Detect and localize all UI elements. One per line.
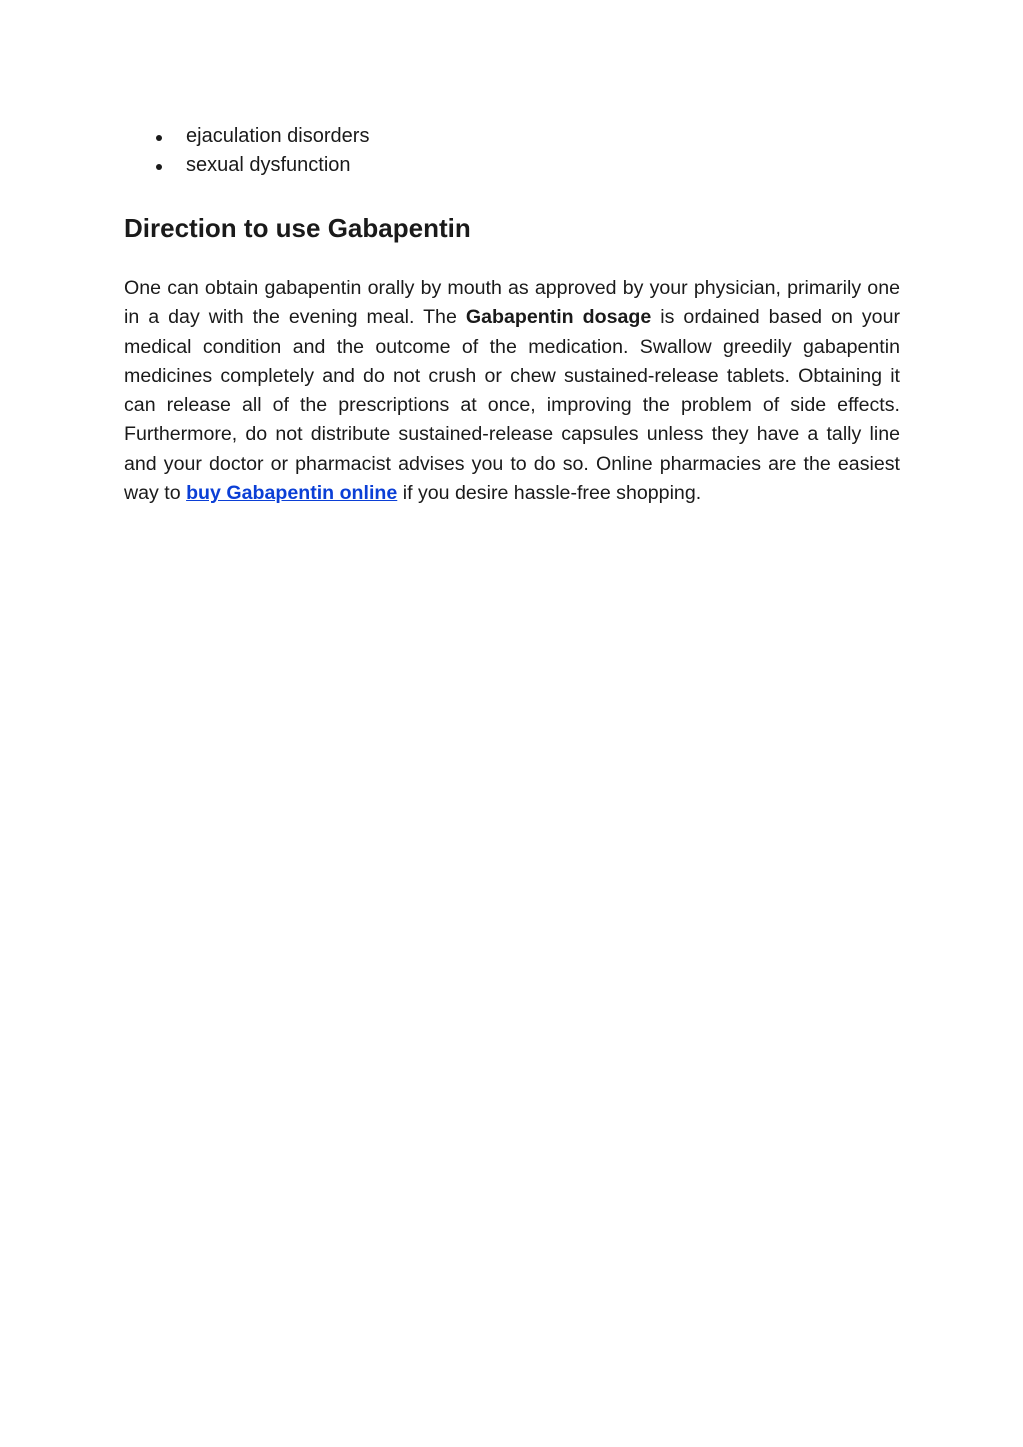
bullet-list	[124, 122, 900, 180]
list-item	[124, 122, 900, 151]
section-heading: Direction to use Gabapentin	[124, 213, 471, 243]
body-paragraph	[124, 274, 900, 508]
bold-phrase: Gabapentin dosage	[465, 306, 652, 329]
list-item	[124, 151, 900, 180]
list-item-text: ejaculation disorders	[186, 125, 370, 147]
bullet-icon	[156, 135, 162, 141]
bullet-icon	[156, 164, 162, 170]
buy-gabapentin-link[interactable]: buy Gabapentin online	[186, 482, 398, 505]
paragraph-text: is ordained based on your medical condition and the outcome of the medication. Swallow greedily gabapentin medicines completely and do not crush or chew sustained-release tablets. Obtaining it can release all of the prescriptions at once, improving the problem of side effects. Furthermore, do not distribute sustained-release capsules unless they have a tally line and your doctor or pharmacist advises you to do so. Online pharmacies are the easiest way to	[124, 306, 900, 505]
document-page	[124, 122, 900, 508]
list-item-text: sexual dysfunction	[186, 154, 351, 176]
paragraph-text: if you desire hassle-free shopping.	[397, 482, 702, 505]
paragraph-text: One can obtain gabapentin orally by mouth as approved by your physician, primarily one in a day with the evening meal. The	[124, 277, 900, 329]
